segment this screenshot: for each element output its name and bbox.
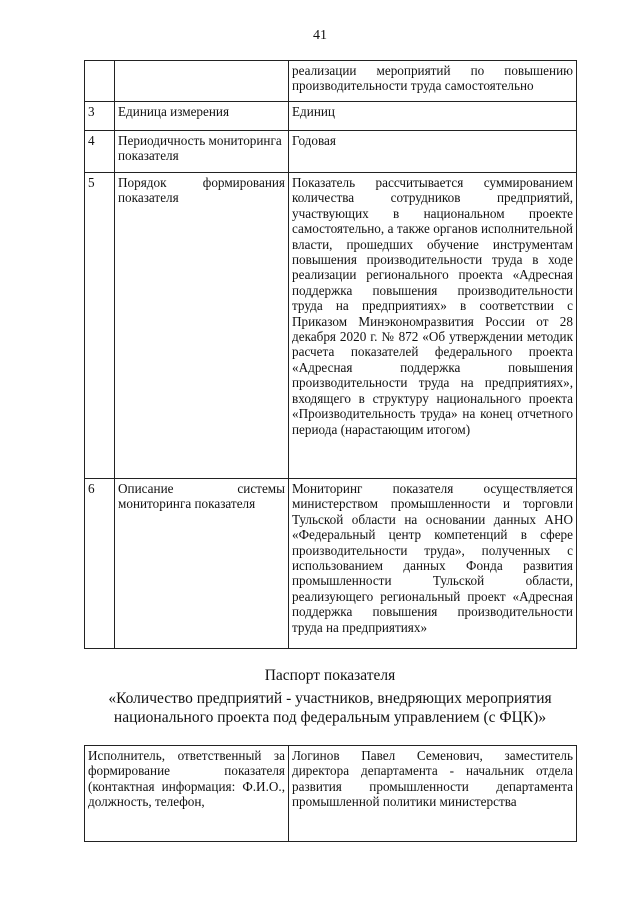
row-name-text: Описание системы мониторинга показателя bbox=[118, 481, 285, 512]
table-row bbox=[85, 479, 577, 649]
passport-title: Паспорт показателя bbox=[264, 667, 396, 684]
row-number bbox=[85, 61, 115, 102]
executor-label bbox=[85, 746, 289, 842]
indicator-table bbox=[84, 60, 577, 649]
table-row bbox=[85, 746, 577, 842]
table-row bbox=[85, 102, 577, 131]
table-row bbox=[85, 131, 577, 173]
row-value-text: Мониторинг показателя осуществляется министерством промышленности и торговли Тульской области на основании данных АНО «Федеральный центр компетенций в сфере производительности труда», полученных с использованием данных Фонда развития промышленности Тульской области, реализующего региональный проект «Адресная поддержка повышения производительности труда на предприятиях» bbox=[292, 481, 573, 635]
row-value: Годовая bbox=[289, 131, 577, 173]
executor-label-text: Исполнитель, ответственный за формирование показателя (контактная информация: Ф.И.О., должность, телефон, bbox=[88, 748, 285, 810]
table-row bbox=[85, 61, 577, 102]
row-value bbox=[289, 173, 577, 479]
row-name bbox=[115, 61, 289, 102]
row-name: Периодичность мониторинга показателя bbox=[115, 131, 289, 173]
row-number: 5 bbox=[85, 173, 115, 479]
row-value bbox=[289, 479, 577, 649]
table-row bbox=[85, 173, 577, 479]
row-value: Единиц bbox=[289, 102, 577, 131]
row-value bbox=[289, 61, 577, 102]
executor-value-text: Логинов Павел Семенович, заместитель директора департамента - начальник отдела развития промышленности департамента промышленной политики министерства bbox=[292, 748, 573, 810]
executor-table bbox=[84, 745, 577, 842]
passport-subtitle: «Количество предприятий - участников, внедряющих мероприятия национального проекта под федеральным управлением (с ФЦК)» bbox=[108, 690, 552, 726]
row-number: 3 bbox=[85, 102, 115, 131]
row-number: 6 bbox=[85, 479, 115, 649]
row-name: Единица измерения bbox=[115, 102, 289, 131]
row-name bbox=[115, 173, 289, 479]
row-name-text: Порядок формирования показателя bbox=[118, 175, 285, 206]
row-name bbox=[115, 479, 289, 649]
executor-value bbox=[289, 746, 577, 842]
row-value-text: реализации мероприятий по повышению производительности труда самостоятельно bbox=[292, 63, 573, 94]
row-value-text: Показатель рассчитывается суммированием количества сотрудников предприятий, участвующих в национальном проекте самостоятельно, а также органов исполнительной власти, прошедших обучение инструментам повышения производительности труда в ходе реализации регионального проекта «Адресная поддержка повышения производительности труда на предприятиях» в соответствии с Приказом Минэкономразвития России от 28 декабря 2020 г. № 872 «Об утверждении методик расчета показателей федерального проекта «Адресная поддержка повышения производительности труда на предприятиях», входящего в структуру национального проекта «Производительность труда» на конец отчетного периода (нарастающим итогом) bbox=[292, 175, 573, 437]
page-number: 41 bbox=[313, 28, 327, 43]
row-number: 4 bbox=[85, 131, 115, 173]
